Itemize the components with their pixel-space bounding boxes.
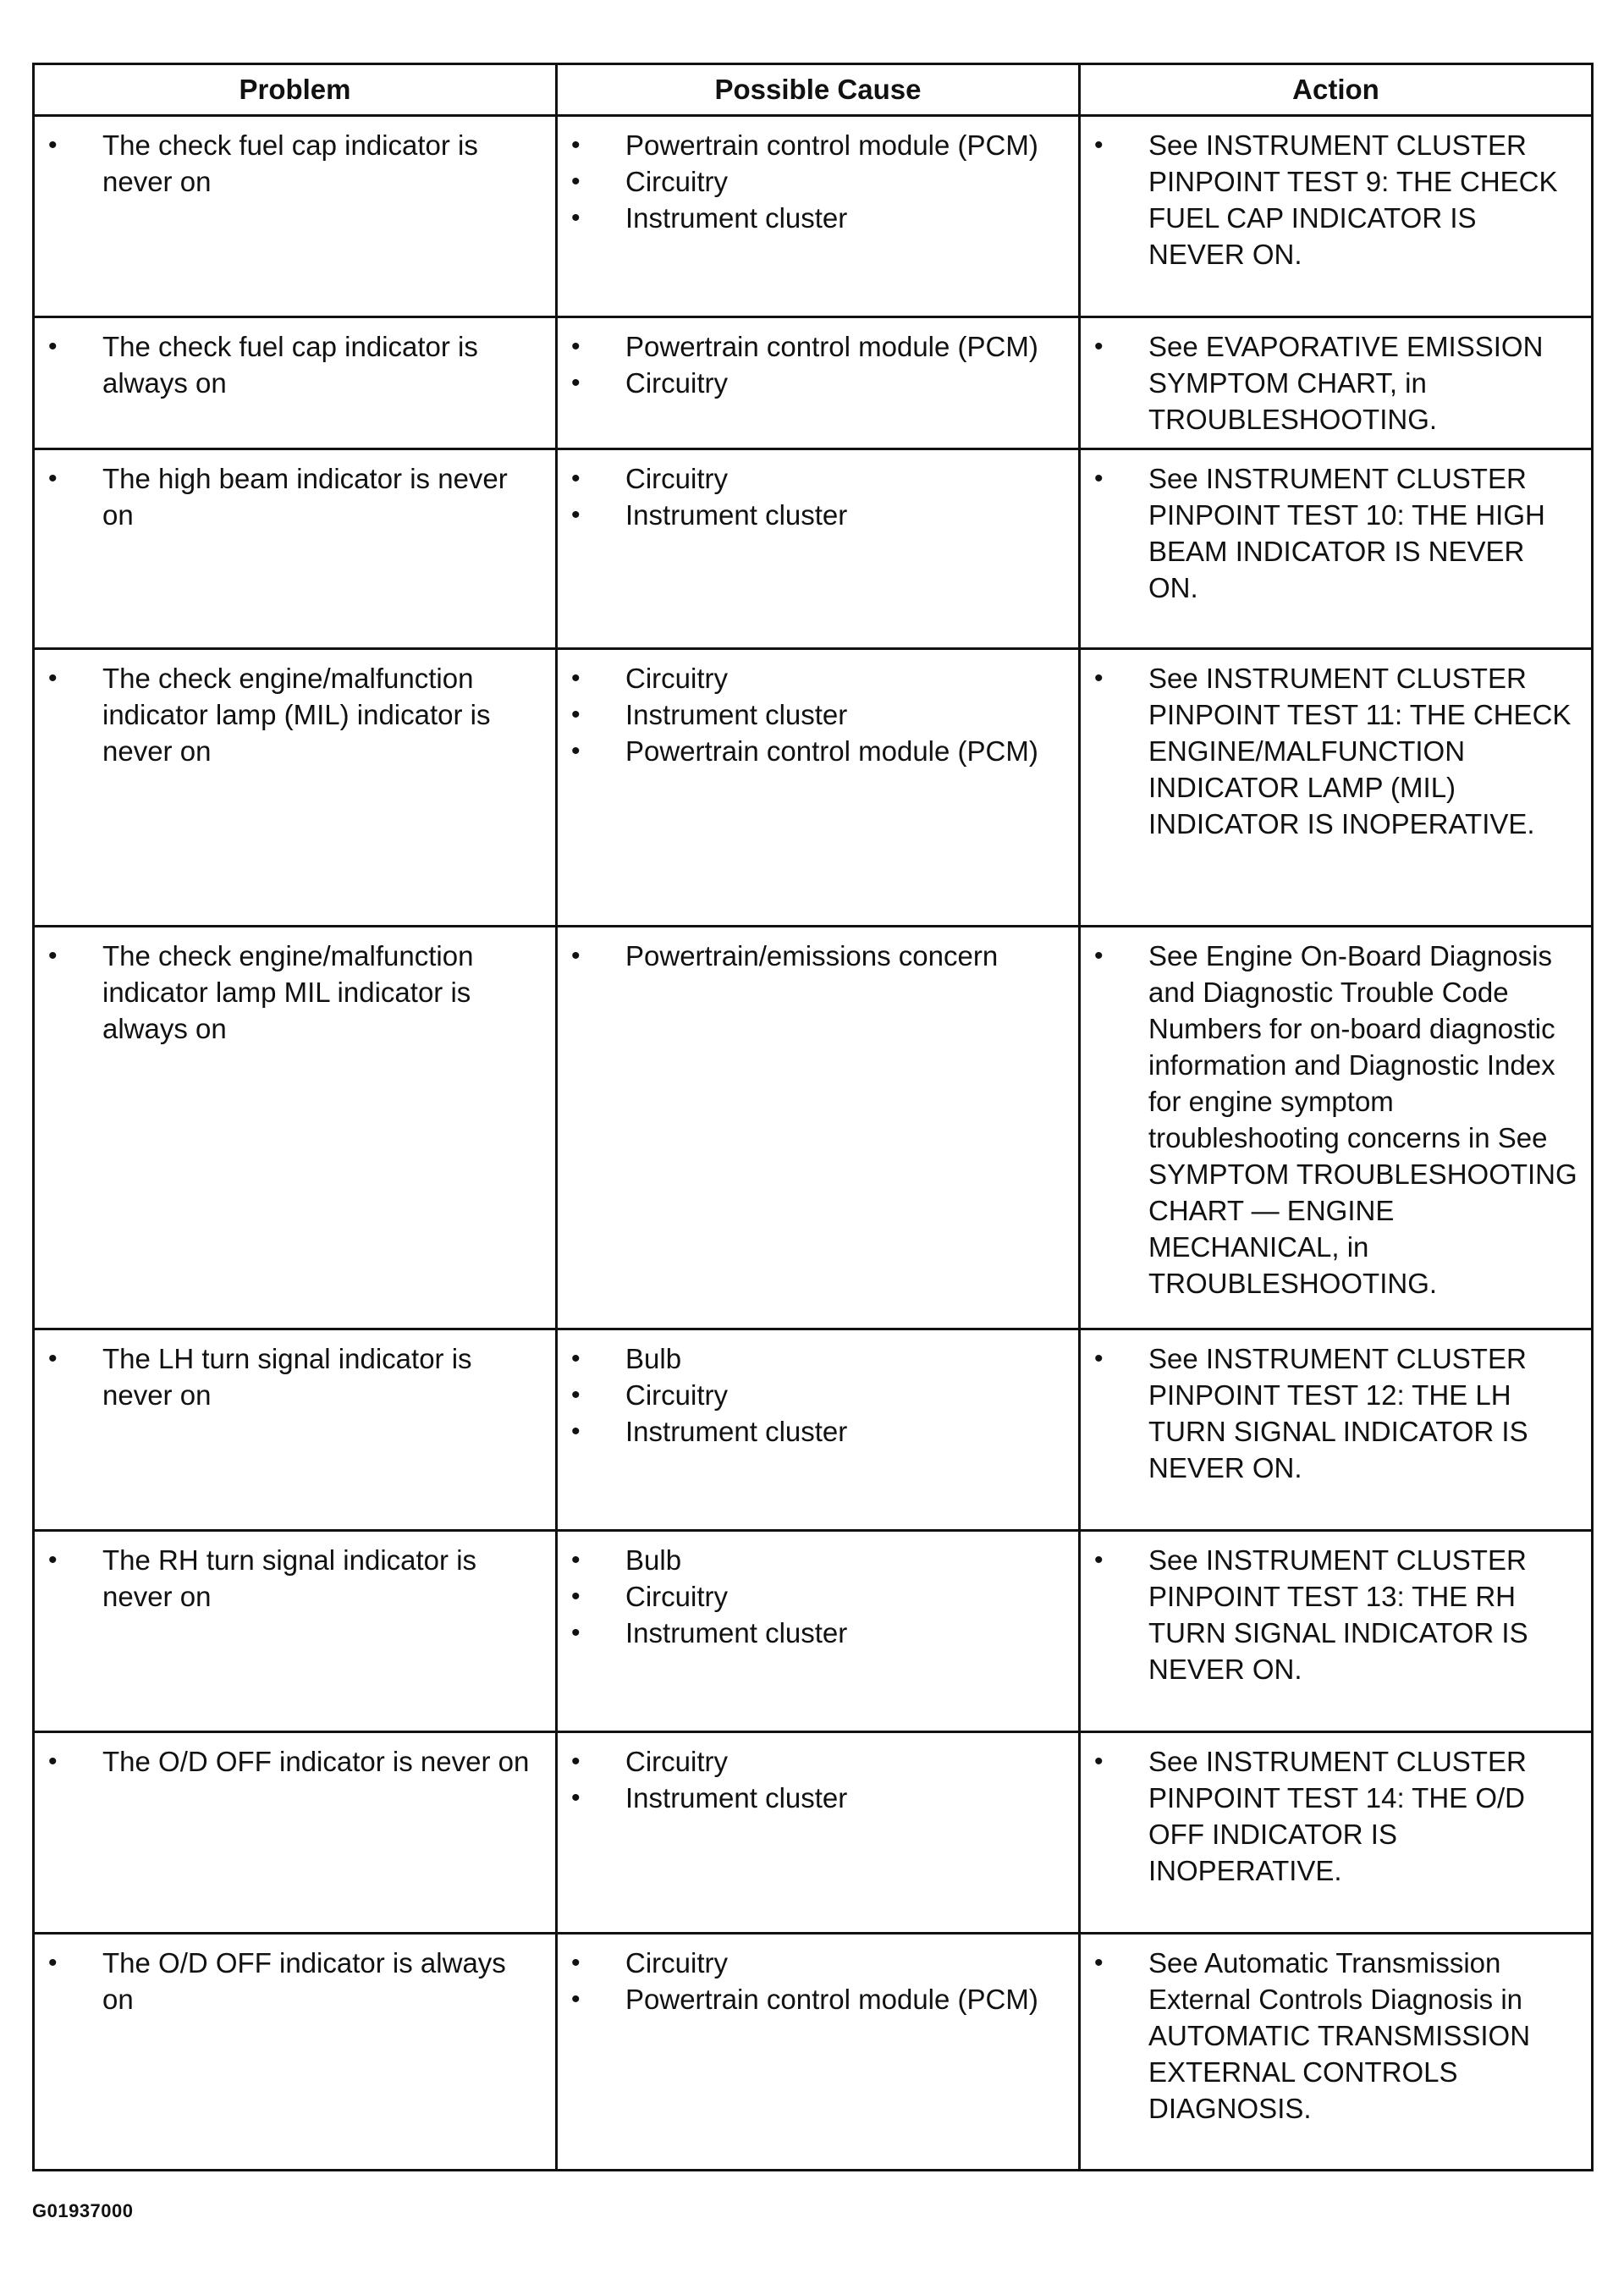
list-item: • Circuitry (558, 365, 1065, 401)
problem-cell (34, 116, 557, 317)
possible-cause-cell-list (558, 127, 1065, 236)
list-item: • The check engine/malfunction indicator lamp MIL indicator is always on (35, 938, 542, 1047)
possible-cause-cell (557, 1531, 1080, 1732)
table-body (34, 116, 1593, 2171)
possible-cause-cell (557, 1329, 1080, 1531)
list-item: • Instrument cluster (558, 1615, 1065, 1651)
list-item: • The RH turn signal indicator is never on (35, 1542, 542, 1615)
action-cell-list (1081, 1340, 1577, 1486)
list-item: • The check engine/malfunction indicator lamp (MIL) indicator is never on (35, 660, 542, 769)
list-item: • Bulb (558, 1542, 1065, 1578)
list-item: • Circuitry (558, 163, 1065, 200)
action-cell (1080, 927, 1593, 1329)
list-item: • The LH turn signal indicator is never on (35, 1340, 542, 1413)
problem-cell-list (35, 460, 542, 533)
possible-cause-cell (557, 449, 1080, 649)
figure-id: G01937000 (32, 2200, 134, 2221)
action-cell-list (1081, 328, 1577, 438)
action-cell (1080, 1329, 1593, 1531)
list-item: • Powertrain control module (PCM) (558, 328, 1065, 365)
list-item: • The check fuel cap indicator is never on (35, 127, 542, 200)
table-row (34, 449, 1593, 649)
header-problem: Problem (34, 64, 557, 116)
possible-cause-cell-list (558, 460, 1065, 533)
table-row (34, 1934, 1593, 2171)
problem-cell-list (35, 1340, 542, 1413)
list-item: • Instrument cluster (558, 1413, 1065, 1450)
list-item: • Circuitry (558, 1743, 1065, 1780)
list-item: • See EVAPORATIVE EMISSION SYMPTOM CHART, in TROUBLESHOOTING. (1081, 328, 1577, 438)
problem-cell (34, 449, 557, 649)
action-cell-list (1081, 660, 1577, 842)
header-possible-cause: Possible Cause (557, 64, 1080, 116)
problem-cell (34, 1732, 557, 1934)
list-item: • Circuitry (558, 1377, 1065, 1413)
problem-cell-list (35, 1743, 542, 1780)
list-item: • Powertrain/emissions concern (558, 938, 1065, 974)
possible-cause-cell-list (558, 328, 1065, 401)
action-cell-list (1081, 938, 1577, 1302)
problem-cell (34, 927, 557, 1329)
list-item: • Instrument cluster (558, 696, 1065, 733)
symptom-chart-table (32, 63, 1594, 2171)
possible-cause-cell (557, 1934, 1080, 2171)
list-item: • See INSTRUMENT CLUSTER PINPOINT TEST 10: THE HIGH BEAM INDICATOR IS NEVER ON. (1081, 460, 1577, 606)
problem-cell-list (35, 127, 542, 200)
action-cell-list (1081, 127, 1577, 272)
possible-cause-cell (557, 1732, 1080, 1934)
problem-cell (34, 1531, 557, 1732)
table-row (34, 1531, 1593, 1732)
possible-cause-cell-list (558, 1743, 1065, 1816)
list-item: • See INSTRUMENT CLUSTER PINPOINT TEST 14: THE O/D OFF INDICATOR IS INOPERATIVE. (1081, 1743, 1577, 1889)
list-item: • See INSTRUMENT CLUSTER PINPOINT TEST 13: THE RH TURN SIGNAL INDICATOR IS NEVER ON. (1081, 1542, 1577, 1687)
problem-cell (34, 1329, 557, 1531)
list-item: • Powertrain control module (PCM) (558, 1981, 1065, 2017)
list-item: • See INSTRUMENT CLUSTER PINPOINT TEST 11: THE CHECK ENGINE/MALFUNCTION INDICATOR LAMP (MIL) INDICATOR IS INOPERATIVE. (1081, 660, 1577, 842)
list-item: • See Automatic Transmission External Controls Diagnosis in AUTOMATIC TRANSMISSION EXTERNAL CONTROLS DIAGNOSIS. (1081, 1945, 1577, 2127)
list-item: • Circuitry (558, 660, 1065, 696)
action-cell (1080, 1732, 1593, 1934)
header-action: Action (1080, 64, 1593, 116)
list-item: • Instrument cluster (558, 200, 1065, 236)
action-cell (1080, 649, 1593, 927)
table-row (34, 116, 1593, 317)
table-row (34, 649, 1593, 927)
list-item: • See INSTRUMENT CLUSTER PINPOINT TEST 9: THE CHECK FUEL CAP INDICATOR IS NEVER ON. (1081, 127, 1577, 272)
problem-cell (34, 649, 557, 927)
table-row (34, 927, 1593, 1329)
list-item: • Bulb (558, 1340, 1065, 1377)
action-cell (1080, 1934, 1593, 2171)
problem-cell-list (35, 1945, 542, 2017)
list-item: • Circuitry (558, 1578, 1065, 1615)
problem-cell (34, 317, 557, 449)
possible-cause-cell (557, 317, 1080, 449)
action-cell-list (1081, 1743, 1577, 1889)
possible-cause-cell (557, 927, 1080, 1329)
possible-cause-cell-list (558, 1542, 1065, 1651)
action-cell-list (1081, 1542, 1577, 1687)
problem-cell-list (35, 660, 542, 769)
action-cell-list (1081, 1945, 1577, 2127)
table-row (34, 317, 1593, 449)
list-item: • Instrument cluster (558, 497, 1065, 533)
list-item: • Instrument cluster (558, 1780, 1065, 1816)
problem-cell-list (35, 328, 542, 401)
list-item: • Circuitry (558, 460, 1065, 497)
possible-cause-cell-list (558, 938, 1065, 974)
list-item: • See Engine On-Board Diagnosis and Diagnostic Trouble Code Numbers for on-board diagnostic information and Diagnostic Index for engine symptom troubleshooting concerns in See SYMPTOM TROUBLESHOOTING CHART — ENGINE MECHANICAL, in TROUBLESHOOTING. (1081, 938, 1577, 1302)
list-item: • The O/D OFF indicator is never on (35, 1743, 542, 1780)
list-item: • See INSTRUMENT CLUSTER PINPOINT TEST 12: THE LH TURN SIGNAL INDICATOR IS NEVER ON. (1081, 1340, 1577, 1486)
list-item: • Powertrain control module (PCM) (558, 733, 1065, 769)
list-item: • Powertrain control module (PCM) (558, 127, 1065, 163)
list-item: • The high beam indicator is never on (35, 460, 542, 533)
table-row (34, 1329, 1593, 1531)
list-item: • The O/D OFF indicator is always on (35, 1945, 542, 2017)
action-cell (1080, 317, 1593, 449)
possible-cause-cell-list (558, 1340, 1065, 1450)
list-item: • The check fuel cap indicator is always on (35, 328, 542, 401)
list-item: • Circuitry (558, 1945, 1065, 1981)
action-cell (1080, 1531, 1593, 1732)
action-cell (1080, 449, 1593, 649)
table-header-row (34, 64, 1593, 116)
problem-cell (34, 1934, 557, 2171)
action-cell (1080, 116, 1593, 317)
possible-cause-cell (557, 116, 1080, 317)
problem-cell-list (35, 1542, 542, 1615)
action-cell-list (1081, 460, 1577, 606)
table-row (34, 1732, 1593, 1934)
possible-cause-cell (557, 649, 1080, 927)
problem-cell-list (35, 938, 542, 1047)
possible-cause-cell-list (558, 1945, 1065, 2017)
possible-cause-cell-list (558, 660, 1065, 769)
